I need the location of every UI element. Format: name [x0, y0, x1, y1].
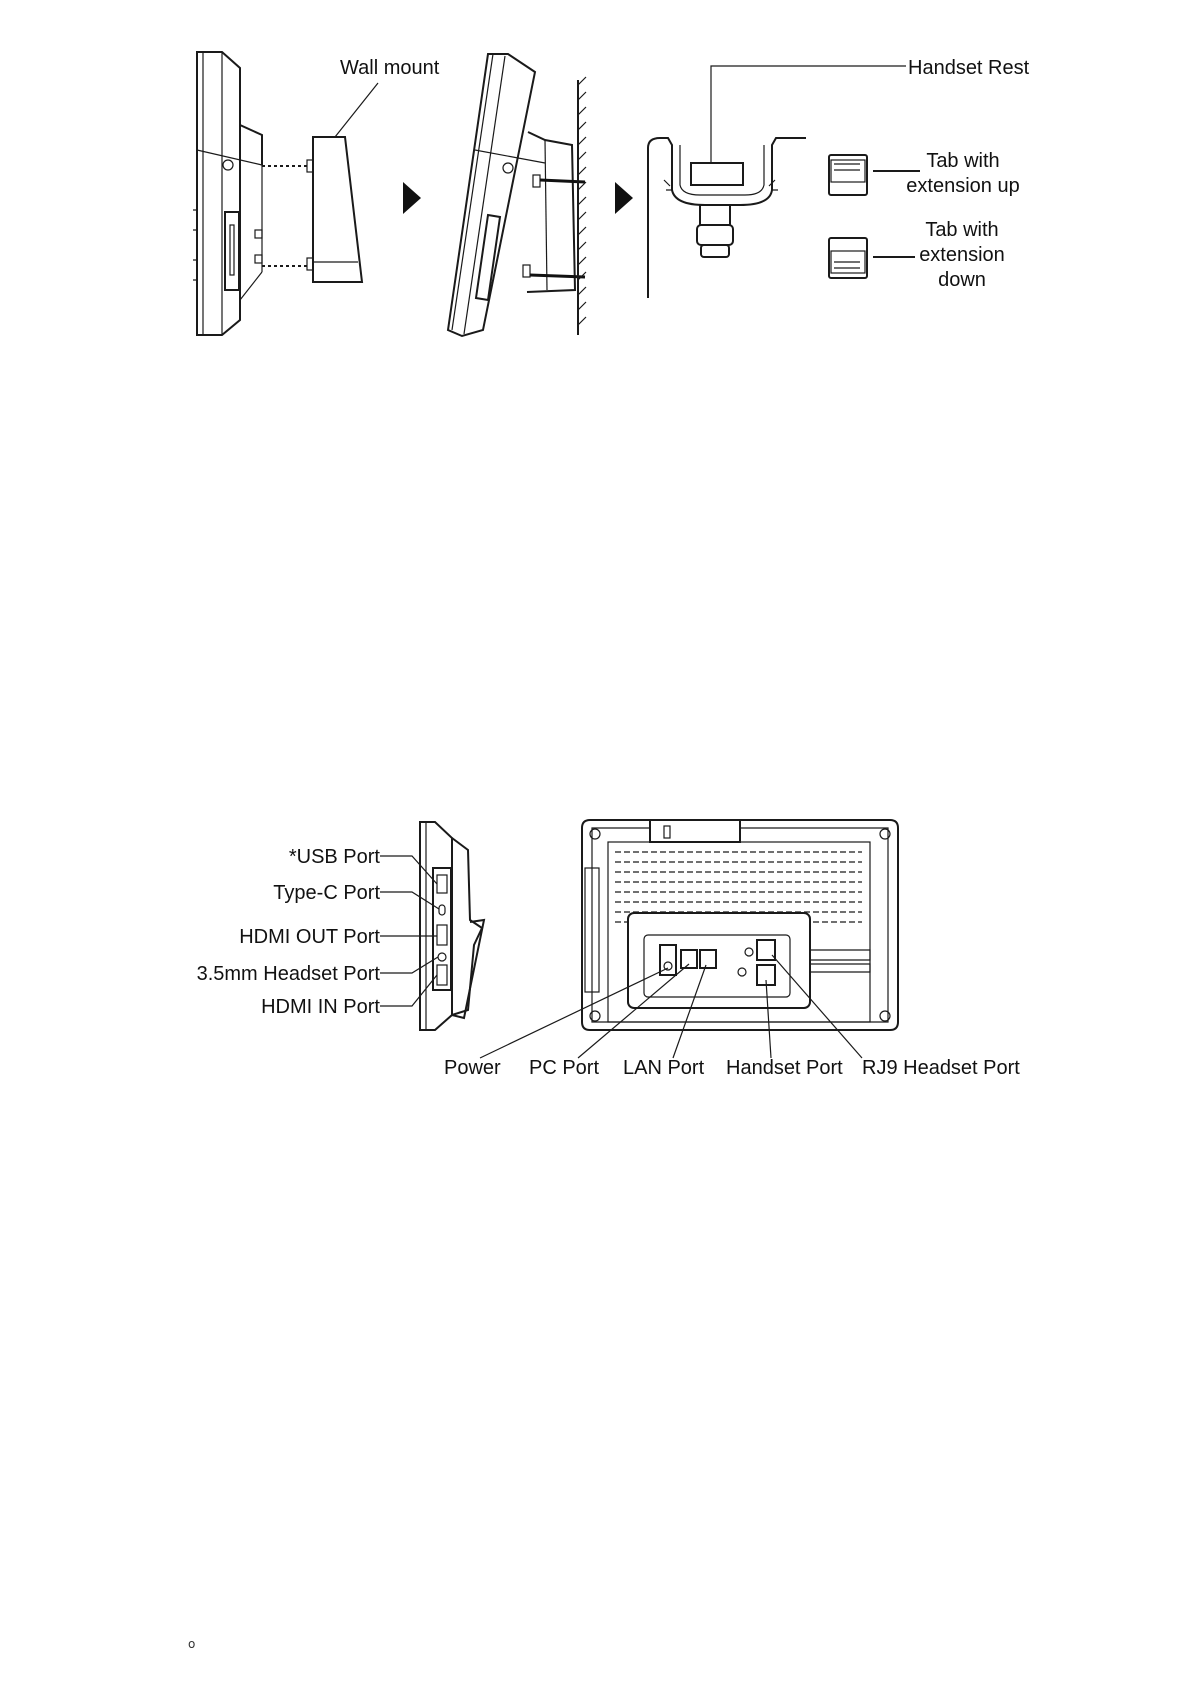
side-port-label-type-c: Type-C Port: [273, 882, 380, 904]
wall-mount-label: Wall mount: [340, 57, 440, 79]
bottom-port-label-power: Power: [444, 1057, 501, 1079]
side-port-label-headset-35: 3.5mm Headset Port: [196, 963, 380, 985]
tab-extension-down-icon: [829, 238, 867, 278]
power-leader: [480, 968, 668, 1058]
bottom-port-label-rj9: RJ9 Headset Port: [862, 1057, 1020, 1079]
footer-mark: o: [188, 1637, 196, 1651]
side-port-label-hdmi-in: HDMI IN Port: [261, 996, 380, 1018]
handset-rest-detail: [648, 138, 806, 298]
tab-extension-up-icon: [829, 155, 867, 195]
side-port-label-hdmi-out: HDMI OUT Port: [239, 926, 380, 948]
phone-mounted-view: [448, 54, 585, 336]
ports-figure: [197, 820, 1021, 1079]
side-port-label-usb: *USB Port: [288, 846, 380, 868]
vent-grille: [615, 852, 862, 922]
bottom-port-label-handset: Handset Port: [726, 1057, 843, 1079]
handset-rest-leader: [711, 66, 906, 162]
phone-side-ports-view: [420, 822, 484, 1030]
bottom-port-label-pc: PC Port: [529, 1057, 600, 1079]
tab-down-label-line3: down: [938, 269, 986, 291]
hdmi-in-leader: [380, 975, 437, 1006]
handset-rest-label: Handset Rest: [908, 57, 1030, 79]
wall-mount-leader: [335, 83, 378, 137]
tab-up-label-line1: Tab with: [926, 150, 1000, 172]
headset-35-leader: [380, 957, 438, 973]
phone-rear-view: [582, 820, 898, 1030]
tab-up-label-line2: extension up: [906, 175, 1020, 197]
wall-mount-bracket: [307, 137, 362, 282]
tab-down-label-line1: Tab with: [925, 219, 999, 241]
wall-surface: [578, 77, 586, 335]
type-c-port-leader: [380, 892, 439, 909]
usb-port-leader: [380, 856, 437, 884]
step-arrow-2: [615, 182, 633, 214]
phone-side-view-1: [193, 52, 262, 335]
tab-down-label-line2: extension: [919, 244, 1005, 266]
bottom-port-label-lan: LAN Port: [623, 1057, 705, 1079]
step-arrow-1: [403, 182, 421, 214]
wall-mount-figure: [193, 52, 1030, 336]
